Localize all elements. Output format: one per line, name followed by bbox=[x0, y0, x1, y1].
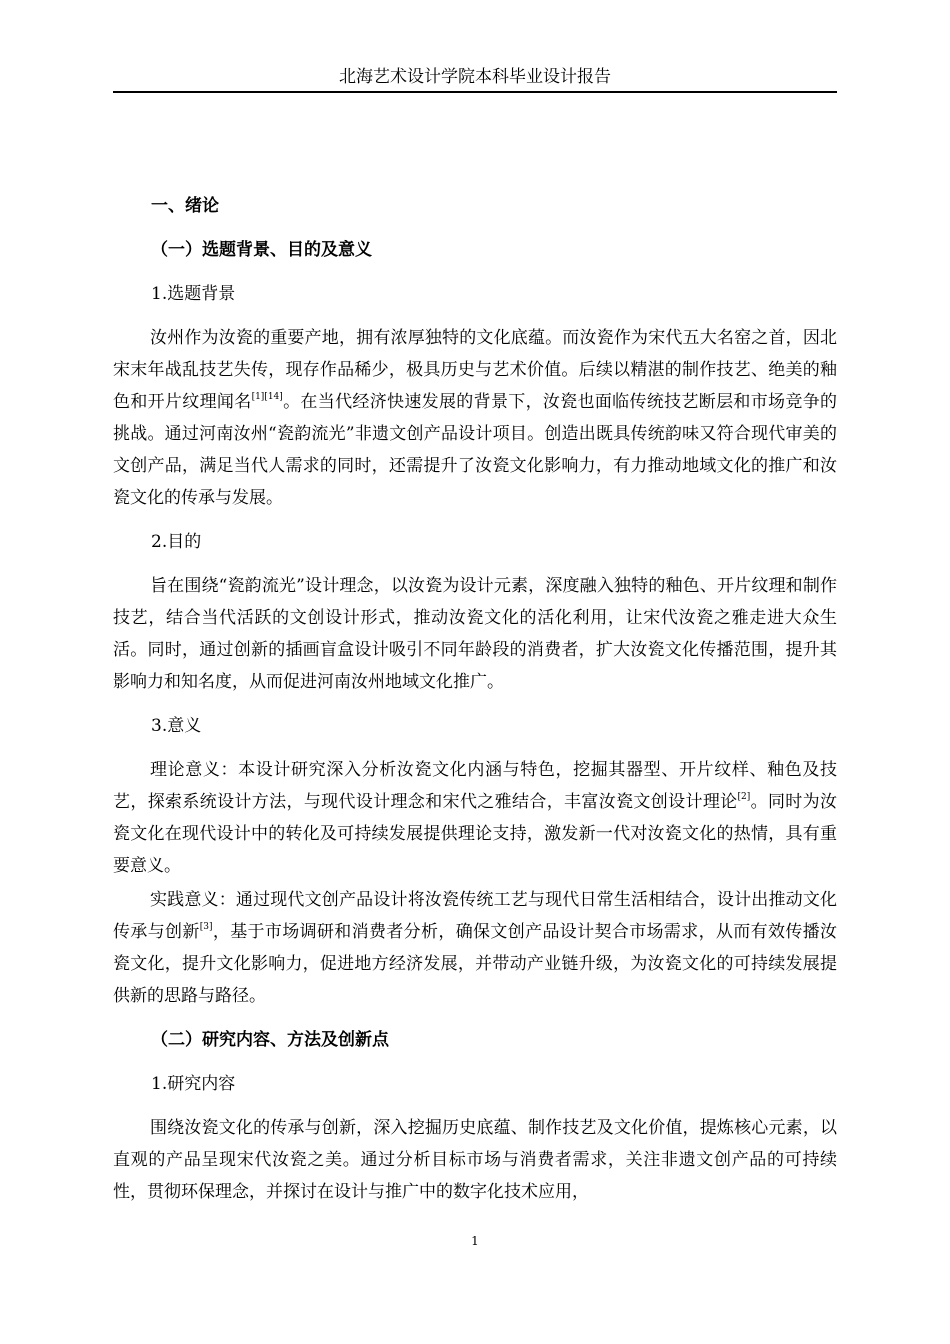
page-number: 1 bbox=[471, 1234, 479, 1248]
text-run: 。在当代经济快速发展的背景下，汝瓷也面临传统技艺断层和市场竞争的挑战。通过河南汝州“瓷韵流光”非遗文创产品设计项目。创造出既具传统韵味又符合现代审美的文创产品，满足当代人需求的同时，还需提升了汝瓷文化影响力，有力推动地域文化的推广和汝瓷文化的传承与发展。 bbox=[113, 392, 838, 508]
paragraph-practice-significance bbox=[113, 884, 837, 1012]
text-run: 实践意义：通过现代文创产品设计将汝瓷传统工艺与现代日常生活相结合，设计出推动文化传承与创新 bbox=[113, 890, 837, 942]
page-header-title: 北海艺术设计学院本科毕业设计报告 bbox=[339, 67, 611, 87]
subsection-title-significance: 3.意义 bbox=[151, 716, 202, 736]
citation: [3] bbox=[199, 922, 213, 932]
section-title-research: （二）研究内容、方法及创新点 bbox=[151, 1030, 389, 1050]
subsection-title-research-content: 1.研究内容 bbox=[151, 1074, 236, 1094]
paragraph-theory-significance bbox=[113, 754, 837, 882]
text-run: 。同时为汝瓷文化在现代设计中的转化及可持续发展提供理论支持，激发新一代对汝瓷文化的热情，具有重要意义。 bbox=[113, 792, 838, 876]
subsection-title-purpose: 2.目的 bbox=[151, 532, 202, 552]
paragraph-research-content: 围绕汝瓷文化的传承与创新，深入挖掘历史底蕴、制作技艺及文化价值，提炼核心元素，以直观的产品呈现宋代汝瓷之美。通过分析目标市场与消费者需求，关注非遗文创产品的可持续性，贯彻环保理念，并探讨在设计与推广中的数字化技术应用， bbox=[113, 1118, 837, 1202]
citation: [1][14] bbox=[251, 392, 283, 402]
subsection-title-background: 1.选题背景 bbox=[151, 284, 236, 304]
header-rule bbox=[113, 91, 837, 93]
text-run: 理论意义：本设计研究深入分析汝瓷文化内涵与特色，挖掘其器型、开片纹样、釉色及技艺，探索系统设计方法，与现代设计理念和宋代之雅结合，丰富汝瓷文创设计理论 bbox=[113, 760, 837, 812]
paragraph-background bbox=[113, 322, 837, 514]
text-run: ，基于市场调研和消费者分析，确保文创产品设计契合市场需求，从而有效传播汝瓷文化，提升文化影响力，促进地方经济发展，并带动产业链升级，为汝瓷文化的可持续发展提供新的思路与路径。 bbox=[113, 922, 838, 1006]
section-title-background: （一）选题背景、目的及意义 bbox=[151, 240, 372, 260]
chapter-title: 一、绪论 bbox=[151, 196, 219, 216]
document-body bbox=[113, 192, 837, 1222]
text-run: 汝州作为汝瓷的重要产地，拥有浓厚独特的文化底蕴。而汝瓷作为宋代五大名窑之首，因北宋末年战乱技艺失传，现存作品稀少，极具历史与艺术价值。后续以精湛的制作技艺、绝美的釉色和开片纹理闻名 bbox=[113, 328, 837, 412]
paragraph-purpose: 旨在围绕“瓷韵流光”设计理念，以汝瓷为设计元素，深度融入独特的釉色、开片纹理和制作技艺，结合当代活跃的文创设计形式，推动汝瓷文化的活化利用，让宋代汝瓷之雅走进大众生活。同时，通过创新的插画盲盒设计吸引不同年龄段的消费者，扩大汝瓷文化传播范围，提升其影响力和知名度，从而促进河南汝州地域文化推广。 bbox=[113, 576, 837, 692]
citation: [2] bbox=[737, 792, 751, 802]
